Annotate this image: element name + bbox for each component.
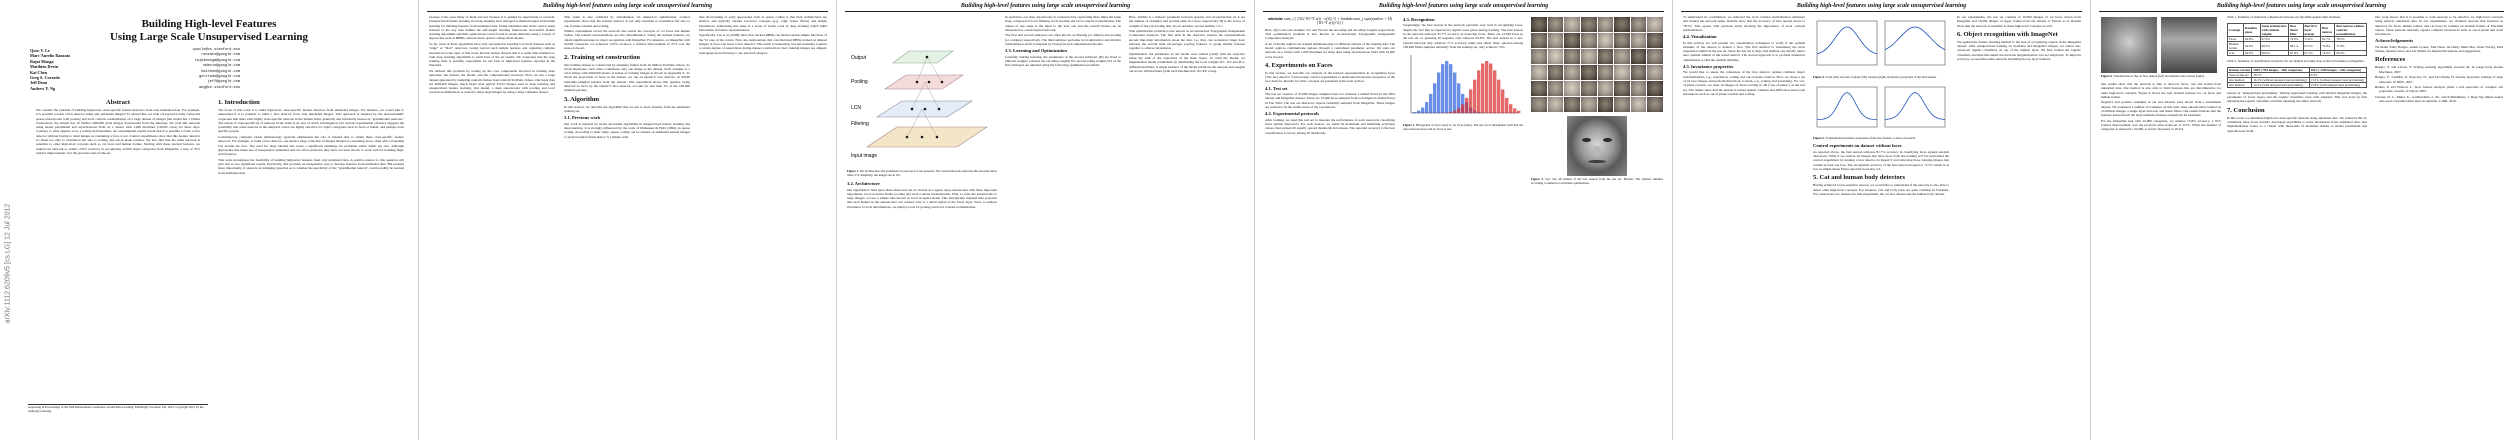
body-paragraph: A set of model replicas are trained simultaneously on different subsets of the training data. The model replicas communicate updates through a centralized parameter server. We train our network on a cluster with 1,000 machines for three days using asynchronous SGD with 16,000 cores in total. [1265, 41, 1395, 59]
body-paragraph: This optimization problem is also known as reconstruction Topographic Independent Component Analysis. The first term in the objective ensures the representations encode important information about the data, i.e., they can reconstruct input data; whereas the second term encourages pooling features to group similar features together to achieve invariances. [1129, 29, 1245, 51]
face-thumbnail [1631, 49, 1647, 64]
invariance-plots [1813, 17, 1949, 73]
section-heading: 5. Cat and human body detectors [1813, 174, 1906, 182]
subsection-heading: 4.4. Visualization [1683, 34, 1717, 40]
histogram-bar [1493, 71, 1496, 114]
body-paragraph: As reported above, the best neuron achieves 81.7% accuracy in classifying faces against random distractors. What if we remove all images that have faces from the training set? We performed the control experiment by running a face detector in OpenCV and removing those training images that contain at least one face. The recognition accuracy of the best neuron dropped to 72.5% which is as low as simple linear filters reported in section 4.3. [1813, 149, 1949, 171]
histogram-bar [1485, 61, 1488, 113]
histogram-bar [1465, 98, 1468, 113]
histogram-bar [1437, 73, 1440, 113]
table-1-cell: 74.0% [2289, 36, 2303, 41]
page-2 [418, 0, 836, 440]
table-1-cell: 64.8% [2244, 36, 2261, 41]
table-2-cell: 13.6% (without unsupervised pretraining) [2309, 77, 2366, 82]
figure-1 [847, 17, 997, 168]
subsection-heading: 3.1. Previous work [564, 115, 601, 121]
figure-6 [2101, 17, 2221, 73]
histogram-bar [1489, 64, 1492, 113]
table-1-column-header: Best neuron [2321, 23, 2335, 36]
page-3-col-1 [847, 15, 997, 434]
face-thumbnail [1631, 33, 1647, 48]
face-thumbnail [1614, 97, 1630, 112]
horizontal-translation-curve [1817, 93, 1877, 120]
table-1-column-header: Concept [2228, 23, 2244, 36]
vertical-translation-curve [1885, 93, 1945, 120]
page-1-col-left [28, 96, 208, 434]
body-paragraph: because it has seen many of them and not because it is guided by supervision or rewards. Unsupervised feature learning and deep learning have emerged as methodologies in machine learning for building features from unlabeled data. Using unlabeled data in the wild to learn features is the key idea behind the self-taught learning framework. Successful feature learning algorithms and their applications can be found in recent literature using a variety of approaches such as RBMs, autoencoders, sparse coding and K-means. [429, 15, 555, 41]
histogram-bar [1501, 90, 1504, 114]
body-paragraph: In this section, we describe our analysis of the learned representations in recognizing faces ("the face detector") and present control experiments to understand invariance properties of the face detector. Results for other concepts are presented in the next section. [1265, 70, 1395, 84]
page-5 [1672, 0, 2090, 440]
body-paragraph: We thank Samy Bengio, Adam Coates, Tom Dean, Jia Deng, Mark Mao, Peter Norvig, Paul Tucker, Andrew Saxe, and Jon Shlens for helpful discussions and suggestions. [2375, 44, 2503, 54]
face-thumbnail [1548, 81, 1564, 96]
body-paragraph: To understand its contribution, we removed the local contrast normalization sublayers and trained the network again. Results show that the accuracy of best neuron drops to 78.5%. This agrees with previous study showing the importance of local contrast normalization. [1683, 15, 1805, 32]
face-thumbnail [1647, 49, 1663, 64]
scale-curve [1817, 27, 1877, 54]
optimal-stimulus [1567, 116, 1627, 176]
table-1-body [2228, 36, 2367, 55]
histogram-bar [1513, 109, 1516, 114]
table-1-cell: 68.1% [2289, 41, 2303, 50]
face-thumbnail [1531, 49, 1547, 64]
face-thumbnail [1598, 33, 1614, 48]
table-2-row [2228, 82, 2367, 87]
face-thumbnail [1548, 65, 1564, 80]
histogram-bar [1509, 104, 1512, 113]
histogram-bar [1505, 98, 1508, 113]
table-2-column-header: 2011 (~14M images, ~22K categories) [2309, 67, 2366, 72]
body-paragraph: Our work is inspired by recent successful algorithms in unsupervised feature learning and deep learning. It is strongly influenced by the work of Olshausen & Field (1996) on sparse coding. According to their study, sparse coding can be trained on unlabeled natural images to yield receptive fields akin to V1 simple cells. [564, 121, 690, 139]
face-thumbnail [1581, 81, 1597, 96]
figure-3-caption: Figure 3. Top: Top 48 stimuli of the best neuron from the test set. Bottom: The optimal stimulus according to numerical constraint optimization. [1531, 177, 1663, 185]
page-4-col-3 [1531, 15, 1663, 434]
histogram-bar [1449, 64, 1452, 113]
face-thumbnail [1531, 97, 1547, 112]
table-1-cell: 67.1% [2303, 50, 2321, 55]
abstract-text: We consider the problem of building high-level, class-specific feature detectors from only unlabeled data. For example, is it possible to learn a face detector using only unlabeled images? To answer this, we train a 9-layered locally connected sparse autoencoder with pooling and local contrast normalization on a large dataset of images (the model has 1 billion connections, the dataset has 10 million 200x200 pixel images downloaded from the Internet). We train this network using model parallelism and asynchronous SGD on a cluster with 1,000 machines (16,000 cores) for three days. Contrary to what appears to be a widely-held intuition, our experimental results reveal that it is possible to train a face detector without having to label images as containing a face or not. Control experiments show that this feature detector is robust not only to translation but also to scaling and out-of-plane rotation. We also find that the same network is sensitive to other high-level concepts such as cat faces and human bodies. Starting with these learned features, we trained our network to obtain 15.8% accuracy in recognizing 22,000 object categories from ImageNet, a leap of 70% relative improvement over the previous state-of-the-art. [36, 108, 200, 155]
face-thumbnail [1598, 65, 1614, 80]
objective-equation: minimize sum_i ( ||W2 W1^T x(i) - x(i)||^2 + lambda sum_j sqrt(epsilon + Hj (W1^T x(i))^2) ) [1267, 16, 1393, 26]
body-paragraph: One shortcoming of early approaches such as sparse coding is that their architectures are shallow and typically capture low-level concepts (e.g., edge Gabor filters) and simple invariances. Addressing this issue is a focus of recent work in deep learning which build hierarchies of feature representations. [699, 15, 827, 32]
face-thumbnail [1598, 49, 1614, 64]
histogram-bar [1441, 64, 1444, 113]
page-3-col-3 [1129, 15, 1245, 434]
histogram-bar [1417, 111, 1420, 113]
diagram-label-output: Output [851, 55, 867, 61]
section-heading: 7. Conclusion [2227, 106, 2265, 114]
table-2-cell: 16.1% (without unsupervised pretraining) [2252, 77, 2309, 82]
body-paragraph: In our experiments, the test set consists of 10,000 images of cat faces drawn from ImageNet and 18,409 images of upper bodies from the dataset of Ferrari et al. Results show that the network is sensitive to these high-level concepts as well. [1957, 15, 2081, 28]
diagram-label-filtering: Filtering [851, 121, 869, 127]
running-head: Building high-level features using large scale unsupervised learning [2216, 3, 2387, 9]
face-thumbnail [1548, 49, 1564, 64]
table-1-cell: 66.5% [2260, 41, 2288, 50]
table-1-cell: Faces [2228, 36, 2244, 41]
face-thumbnail [1631, 17, 1647, 32]
table-1-cell: 76.8% [2321, 41, 2335, 50]
table-1-cell: 66.0% [2260, 50, 2288, 55]
body-paragraph: So far, most of these algorithms have only succeeded in learning low-level features such as "edge" or "blob" detectors. Going beyond such simple features and capturing complex invariances is the topic of this work. Recent studies observe that it is quite time intensive to train deep learning algorithms to yield state of the art results. We conjecture that the long training time is partially responsible for the lack of high-level features reported in the literature. [429, 41, 555, 68]
face-thumbnail [1647, 65, 1663, 80]
table-1-cell: 71.0% [2303, 36, 2321, 41]
table-2-cell: 15.8% (with unsupervised pretraining) [2309, 82, 2366, 87]
body-paragraph: Having achieved a face-sensitive neuron, we would like to understand if the network is also able to detect other high-level concepts. For instance, cats and body parts are quite common in YouTube. We constructed two datasets for this experiment: the cat face dataset and the human body dataset. [1813, 183, 1949, 196]
body-paragraph: This result is also validated by visualization via numerical optimization. Control experiments show that the learned detector is not only invariant to translation but also to out-of-plane rotation and scaling. [564, 15, 690, 28]
table-1-cell: Cats [2228, 50, 2244, 55]
rotation-curve [1885, 27, 1945, 50]
body-paragraph: We applied the feature learning method to the task of recognizing objects in the ImageNet dataset. After unsupervised training on YouTube and ImageNet images, we added one-versus-all logistic classifiers on top of the highest layer. We first trained the logistic classifiers and then fine-tuned the network. Regularization was not employed. To improve accuracy, we used the entire network including the top layer features. [1957, 39, 2081, 62]
table-1-cell: Human bodies [2228, 41, 2244, 50]
intro-paragraph: Contemporary computer vision methodology typically emphasizes the role of labeled data to obtain these class-specific feature detectors. For example, to build a face detector, one needs a large collection of images labeled as containing faces, often with a bounding box around the face. The need for large labeled sets poses a significant challenge for problems where labels are rare. Although approaches that make use of inexpensive unlabeled data are often preferred, they have not been shown to work well for building high-level features. [218, 134, 404, 157]
human-body-visualization [2161, 17, 2217, 73]
face-thumbnail [1548, 33, 1564, 48]
histogram-bar [1425, 102, 1428, 113]
face-thumbnail [1531, 17, 1547, 32]
table-1-cell: 71.8% [2335, 41, 2367, 50]
page-4-col-1 [1265, 15, 1395, 434]
intro-paragraph: This work investigates the feasibility of building high-level features from only unlabeled data. A positive answer to this question will give rise to two significant results. Practically, this provides an inexpensive way to develop features from unlabeled data. But perhaps more importantly, it answers an intriguing question as to whether the specificity of the "grandmother neuron" could possibly be learned from unlabeled data. [218, 157, 404, 175]
body-paragraph: We would like to assess the robustness of the face detector against common object transformations, e.g., translation, scaling and out-of-plane rotation. First, we chose a set of 10 face images and perform distortions to them, e.g., scaling and translating. For out-of-plane rotation, we used 10 images of faces rotating in 3D ("out-of-plane") as the test set. The results show that the neuron is robust against complex and difficult-to-hard-code invariances such as out-of-plane rotation and scaling. [1683, 70, 1805, 96]
face-thumbnail [1564, 97, 1580, 112]
diagram-label-input: Input image [851, 153, 878, 159]
histogram-bar [1481, 64, 1484, 113]
face-thumbnail [1614, 81, 1630, 96]
page-2-col-1 [429, 15, 555, 434]
top-stimuli-grid [1531, 17, 1663, 112]
body-paragraph: known as "unsupervised pretraining". During supervised learning with labeled ImageNet images, the parameters of lower layers and the logistic classifiers were both adjusted. This was done by first adjusting the logistic classifiers and then adjusting the entire network. [2227, 90, 2367, 104]
body-paragraph: Our work shows that it is possible to train neurons to be selective for high-level concepts using entirely unlabeled data. In our experiments, we obtained neurons that function as detectors for faces, human bodies, and cat faces by training on random frames of YouTube videos. These neurons naturally capture complex invariances such as out-of-plane and scale invariances. [2375, 15, 2503, 37]
histogram-bar [1429, 94, 1432, 113]
histogram-bar [1473, 80, 1476, 113]
header-rule [1681, 11, 2082, 12]
subsection-heading: 4.3. Recognition [1403, 17, 1435, 22]
face-thumbnail [1531, 33, 1547, 48]
references-heading: References [2375, 56, 2406, 64]
page-4-col-2 [1403, 15, 1523, 434]
body-paragraph: Surprisingly, the best neuron in the network performs very well in recognizing faces, despite the fact that no supervisory signals were given during training. The best neuron in the network achieves 81.7% accuracy in detecting faces. There are 13,026 faces in the test set, so guessing all negative only achieves 64.8%. The best neuron in a one-layered network only achieves 71% accuracy while best linear filter, selected among 100,000 filters sampled randomly from the training set, only achieves 74%. [1403, 23, 1523, 49]
table-1-row [2228, 41, 2367, 50]
table-2-cell: 19.2% (with unsupervised pretraining) [2252, 82, 2309, 87]
header-rule [845, 11, 1246, 12]
subsection-heading: 4.2. Experimental protocols [1265, 111, 1320, 117]
face-thumbnail [1564, 33, 1580, 48]
face-thumbnail [1647, 33, 1663, 48]
table-2-cell: 16.7% [2252, 72, 2309, 77]
subsection-heading: 4.1. Test set [1265, 85, 1288, 91]
table-1-cell: 81.7% [2321, 36, 2335, 41]
page-3-col-2 [1005, 15, 1121, 434]
abstract-heading: Abstract [105, 99, 131, 106]
page-6-col-1 [2101, 15, 2221, 434]
body-paragraph: After training, we used this test set to measure the performance of each neuron in classifying faces against distractors. For each neuron, we found its maximum and minimum activation values, then picked 20 equally spaced thresholds in between. The reported accuracy is the best classification accuracy among 20 thresholds. [1265, 117, 1395, 135]
face-thumbnail [1647, 17, 1663, 32]
face-thumbnail [1581, 17, 1597, 32]
face-thumbnail [1598, 17, 1614, 32]
running-head: Building high-level features using large scale unsupervised learning [1378, 3, 1549, 9]
table-1-cell: 74.6% [2321, 50, 2335, 55]
table-2-cell: State-of-the-art [2228, 72, 2252, 77]
table-2-cell: Our method [2228, 77, 2252, 82]
histogram-bar [1477, 71, 1480, 114]
face-thumbnail [1548, 17, 1564, 32]
face-thumbnail [1564, 81, 1580, 96]
body-paragraph: Specifically, Lee et al. (2008) show that stacked RBMs can model certain simple functions of the V2 area of the cortex. They also demonstrate that convolutional DBNs trained on aligned images of faces can learn a face detector. This result is interesting, but unfortunately requires a certain degree of supervision during dataset construction: their training images are aligned, homogeneous and belong to one selected category. [699, 33, 827, 55]
table-2-body [2228, 72, 2367, 87]
table-1 [2227, 23, 2367, 56]
body-paragraph: Similar experiments reveal the network also learns the concepts of cat faces and human bodies. The learned representations are also discriminative. Using the learned features, we obtain significant leaps in object recognition with ImageNet. For instance, on ImageNet with 22,000 categories, we achieved 15.8% accuracy, a relative improvement of 70% over the state-of-the-art. [564, 29, 690, 51]
table-2-cell: 9.3% [2309, 72, 2366, 77]
figure-3 [1531, 17, 1663, 176]
arxiv-stamp: arXiv:1112.6209v5 [cs.LG] 12 Jul 2012 [4, 203, 12, 324]
header-rule [1263, 11, 1664, 12]
table-1-caption: Table 1. Summary of numerical comparisons between our algorithm against other baselines. [2227, 15, 2341, 19]
face-thumbnail [1581, 97, 1597, 112]
table-2-cell: Our method [2228, 82, 2252, 87]
face-thumbnail [1531, 65, 1547, 80]
author-list: Quoc V. Le quocle@cs.stanford.edu Marc'Aurelio Ranzato ranzato@google.com Rajat Monga rajatmonga@google.com Matthieu Devin mdevin@google.com Kai Chen kaichen@google.com Greg S. Corrado gcorrado@google.com Jeff Dean jeff@google.com Andrew Y. Ng ang@cs.stanford.edu [30, 48, 240, 91]
section-heading: 3. Algorithm [564, 95, 600, 103]
figure-6-caption: Figure 6. Visualization of the cat face neuron (left) and human body neuron (right). [2101, 74, 2205, 78]
section-heading: 2. Training set construction [564, 53, 640, 61]
face-thumbnail [1647, 97, 1663, 112]
translation-plots [1813, 83, 1949, 133]
body-paragraph: Here, lambda is a tradeoff parameter between sparsity and reconstruction; m, k are the number of examples and pooling units in a layer respectively; Hj is the vector of weights of the j-th pooling unit. In our notation, we use lambda = 0.1. [1129, 15, 1245, 28]
figure-5-caption: Figure 5. Translational invariance properties of the best feature. x-axis is in pixels. [1813, 135, 1916, 140]
face-thumbnail [1531, 81, 1547, 96]
body-paragraph: We address this problem by scaling up the core components involved in training deep networks: the dataset, the model, and the computational resources. First, we use a large dataset generated by sampling random frames from random YouTube videos. Our input data are 200x200 images, much larger than typical 32x32 images used in deep learning and unsupervised feature learning. Our model, a deep autoencoder with pooling and local contrast normalization, is scaled to these large images by using a large computer cluster. [429, 68, 555, 95]
page-1-col-right [218, 96, 404, 434]
header-rule [2099, 11, 2504, 12]
histogram-bar [1433, 84, 1436, 114]
table-1-cell: 64.8% [2244, 50, 2261, 55]
body-paragraph: In this section, we will present two visualization techniques to verify if the optimal stimulus of the neuron is indeed a face. The first method is visualizing the most responsive stimuli in the test set. Since the test set is large, this method can reliably detect near optimal stimuli of the tested neuron. The second approach is to perform numerical optimization to find the optimal stimulus. [1683, 40, 1805, 62]
section-heading: 4. Experiments on Faces [1265, 61, 1333, 69]
table-1-cell: 64.8% [2244, 41, 2261, 50]
cat-face-visualization [2101, 17, 2157, 73]
figure-2-caption: Figure 2. Histograms of faces (red) vs. no faces (blue). The test set is subsampled such that the ratio between faces and no faces is one. [1403, 123, 1523, 132]
body-paragraph: In particular, our deep autoencoder is constructed by replicating three times the same stage composed of local filtering, local pooling and local contrast normalization. The output of one stage is the input to the next one and the overall model can be interpreted as a nine-layered network. [1005, 15, 1121, 32]
body-paragraph: Optimization: All parameters in our model were trained jointly with the objective being the sum of the objectives of the three layers. To train the model, we implemented model parallelism by distributing the local weights W1, W2 and H to different machines. A single instance of the model partitions the neurons and weights out across 169 machines (with each machine had 16 CPU cores). [1129, 51, 1245, 73]
footnote: Appearing in Proceedings of the 29th International Conference on Machine Learning, Edinburgh, Scotland, UK, 2012. Copyright 2012 by the author(s)/owner(s). [28, 404, 208, 414]
face-thumbnail [1631, 81, 1647, 96]
face-thumbnail [1647, 81, 1663, 96]
table-1-cell: 67.2% [2303, 41, 2321, 50]
reference-item: Bengio, Y. and LeCun, Y. Scaling learning algorithms towards AI. In Large-Scale Kernel Machines, 2007. [2375, 65, 2503, 74]
table-2 [2227, 67, 2367, 88]
header-rule [427, 11, 828, 12]
histogram-bar [1413, 112, 1416, 113]
running-head: Building high-level features using large scale unsupervised learning [1796, 3, 1967, 9]
intro-heading: 1. Introduction [218, 99, 260, 106]
architecture-diagram [847, 17, 997, 167]
histogram-bar [1461, 104, 1464, 113]
body-paragraph: Our results show that the network is able to discover faces, cats and bodies from unlabeled data. Our method is also able to build features that are discriminative for other high-level concepts. Figure 6 shows the best learned features for cat faces and human bodies. [2101, 81, 2221, 99]
figure-4-caption: Figure 4. Scale (left) and out-of-plane (3D) rotation (right) invariance properties of the best feature. [1813, 75, 1937, 80]
face-thumbnail [1581, 33, 1597, 48]
reference-list [2375, 65, 2503, 103]
diagram-label-lcn: LCN [851, 105, 862, 111]
page-5-col-3 [1957, 15, 2081, 434]
histogram-bar [1457, 109, 1460, 114]
face-thumbnail [1598, 81, 1614, 96]
page-6 [2090, 0, 2512, 440]
table-1-cell: 69.3% [2335, 50, 2367, 55]
face-thumbnail [1631, 97, 1647, 112]
body-paragraph: Our algorithm is built upon these ideas and can be viewed as a sparse deep autoencoder with three important ingredients: local receptive fields, pooling and local contrast normalization. First, to scale the autoencoder to large images, we use a simple idea known as local receptive fields. This biologically inspired idea proposes that each feature in the autoencoder can connect only to a small region of the lower layer. Next, to achieve invariance to local deformations, we employ local L2 pooling and local contrast normalization. [847, 187, 997, 209]
face-thumbnail [1614, 49, 1630, 64]
table-2-column-header: Dataset version [2229, 67, 2250, 72]
face-thumbnail [1581, 49, 1597, 64]
face-thumbnail [1564, 49, 1580, 64]
face-thumbnail [1581, 65, 1597, 80]
reference-item: Bengio, Y., Lamblin, P., Popovici, D., and Larochelle, H. Greedy layerwise training of deep networks. In NIPS, 2007. [2375, 75, 2503, 84]
page-5-col-1 [1683, 15, 1805, 434]
table-1-cell: 67.0% [2260, 36, 2288, 41]
table-2-caption: Table 2. Summary of classification accuracies for our method and other state-of-the-art baselines on ImageNet. [2227, 58, 2365, 63]
subsection-heading: 3.3. Learning and Optimization [1005, 48, 1067, 54]
body-paragraph: The test set consists of 37,000 images sampled from two datasets: Labeled Faces In the Wild dataset and ImageNet dataset. There are 13,026 faces sampled from non-aligned Labeled Faces in The Wild. The rest are distractor objects randomly sampled from ImageNet. These images are resized to fit the visible areas of the top neurons. [1265, 92, 1395, 110]
table-1-column-header: Best neuron without contrast normalization [2335, 23, 2367, 36]
histogram-bar [1453, 73, 1456, 113]
page-4 [1254, 0, 1672, 440]
figure-1-caption: Figure 1. The architecture and parameters in one layer of our network. The overall network replicates this structure three times. For simplicity, the images are in 1D. [847, 169, 997, 178]
face-thumbnail [1548, 97, 1564, 112]
table-1-header [2228, 23, 2367, 36]
subsection-heading: 3.2. Architecture [847, 181, 880, 187]
diagram-label-pooling: Pooling [851, 79, 868, 85]
section-heading: 6. Object recognition with ImageNet [1957, 30, 2058, 38]
page-6-col-3 [2375, 15, 2503, 434]
paper-title: Building High-level Features Using Large Scale Unsupervised Learning [109, 18, 308, 43]
reference-item: Ciresan, D. C., Meier, U., Gambardella, L. M., and Schmidhuber, J. Deep big simple neural nets excel on handwritten digit recognition. CoRR, 2010. [2375, 94, 2503, 104]
table-1-column-header: Same architecture with random weights [2260, 23, 2288, 36]
body-paragraph: Negative and positive examples in our test datasets were drawn from a benchmark dataset. We evaluated a number of baselines on this task: deep autoencoders trained on 10 million images, a single layer network, and linear filters. Our results indicate that the features learned from the large unlabeled dataset outperform all baselines. [2101, 100, 2221, 118]
page-5-col-2 [1813, 15, 1949, 434]
table-1-cell: 78.5% [2335, 36, 2367, 41]
page-3 [836, 0, 1254, 440]
histogram-bar [1445, 61, 1448, 113]
running-head: Building high-level features using large scale unsupervised learning [960, 3, 1131, 9]
running-head: Building high-level features using large scale unsupervised learning [542, 3, 713, 9]
body-paragraph: Our training dataset is constructed by sampling frames from 10 million YouTube videos. To avoid duplicates, each video contributes only one image to the dataset. Each example is a color image with 200x200 pixels. A subset of training images is shown in Appendix A. To check the proportion of faces in the dataset, we run an OpenCV face detector on 60x60 randomly-sampled patches from the dataset. This experiment shows that patches, being detected as faces by the OpenCV face detector, account for less than 3% of the 100,000 sampled patches. [564, 62, 690, 93]
subsection-heading: Control experiments on dataset without faces [1813, 143, 1902, 149]
table-2-header [2228, 67, 2367, 72]
body-paragraph: In this work, we simulated high-level class-specific neurons using unlabeled data. We achieved this by combining ideas from recently developed algorithms to learn invariances from unlabeled data. Our implementation scales to a cluster with thousands of machines thanks to model parallelism and asynchronous SGD. [2227, 115, 2367, 133]
histogram-bar [1453, 111, 1456, 113]
face-thumbnail [1631, 65, 1647, 80]
histogram-bar [1421, 108, 1424, 113]
face-thumbnail [1564, 65, 1580, 80]
table-1-row [2228, 50, 2367, 55]
face-thumbnail [1614, 17, 1630, 32]
page-2-col-2 [564, 15, 690, 434]
page-6-col-2 [2227, 15, 2367, 434]
histogram-bar [1497, 80, 1500, 113]
body-paragraph: For the ImageNet task with 22,000 categories, we achieve 15.8% accuracy, a 70% relative improvement over the previous state-of-the-art of 9.3%. When the number of categories is reduced to 10,000, accuracy increases to 19.2%. [2101, 118, 2221, 132]
histogram-bar [1469, 90, 1472, 114]
table-1-cell: 67.8% [2289, 50, 2303, 55]
body-paragraph: The first and second sublayers are often known as filtering (or simple) and pooling (or complex) respectively. The third sublayer performs local subtractive and divisive normalization and it is inspired by biological and computational models. [1005, 33, 1121, 46]
table-1-column-header: Best first layer neuron [2303, 23, 2321, 36]
face-thumbnail [1614, 33, 1630, 48]
body-paragraph: Learning: During learning, the parameters of the second sublayers (H) are fixed to uniform weights, whereas the encoding weights W1 and decoding weights W2 of the first sublayers are adjusted using the following optimization problem: [1005, 54, 1121, 68]
table-2-column-header: 2009 (~9M images, ~10K categories) [2252, 67, 2309, 72]
intro-paragraph: The focus of this work is to build high-level, class-specific feature detectors from unlabeled images. For instance, we would like to understand if it is possible to build a face detector from only unlabeled images. This approach is inspired by the neuroscientific conjecture that there exist highly class-specific neurons in the human brain, generally and informally known as "grandmother neurons." The extent of class-specificity of neurons in the brain is an area of active investigation, but current experimental evidence suggests the possibility that some neurons in the temporal cortex are highly selective for object categories such as faces or hands, and perhaps even specific people. [218, 108, 404, 134]
reference-item: Berkes, P. and Wiskott, L. Slow feature analysis yields a rich repertoire of complex cell properties. Journal of Vision, 2005. [2375, 85, 2503, 94]
acknowledgements-heading: Acknowledgements [2375, 38, 2414, 44]
face-histogram [1403, 51, 1523, 121]
body-paragraph: In this section, we describe the algorithm that we use to learn features from the unlabeled training set. [564, 104, 690, 113]
histogram-bar [1449, 112, 1452, 113]
histogram-bar [1517, 111, 1520, 113]
page-2-col-3 [699, 15, 827, 434]
table-1-column-header: Random guess [2244, 23, 2261, 36]
figure-2 [1403, 51, 1523, 122]
face-thumbnail [1614, 65, 1630, 80]
face-thumbnail [1598, 97, 1614, 112]
table-1-column-header: Best linear filter [2289, 23, 2303, 36]
page-1 [0, 0, 418, 440]
figure-5 [1813, 83, 1949, 134]
face-thumbnail [1564, 17, 1580, 32]
body-paragraph: Here, x(i) is the i-th example, W1 and W2 are the encoding and decoding weights respectively. This optimization problem is also known as reconstruction Topographic Independent Component Analysis. [1265, 27, 1395, 41]
figure-4 [1813, 17, 1949, 74]
subsection-heading: 4.5. Invariance properties [1683, 64, 1734, 70]
